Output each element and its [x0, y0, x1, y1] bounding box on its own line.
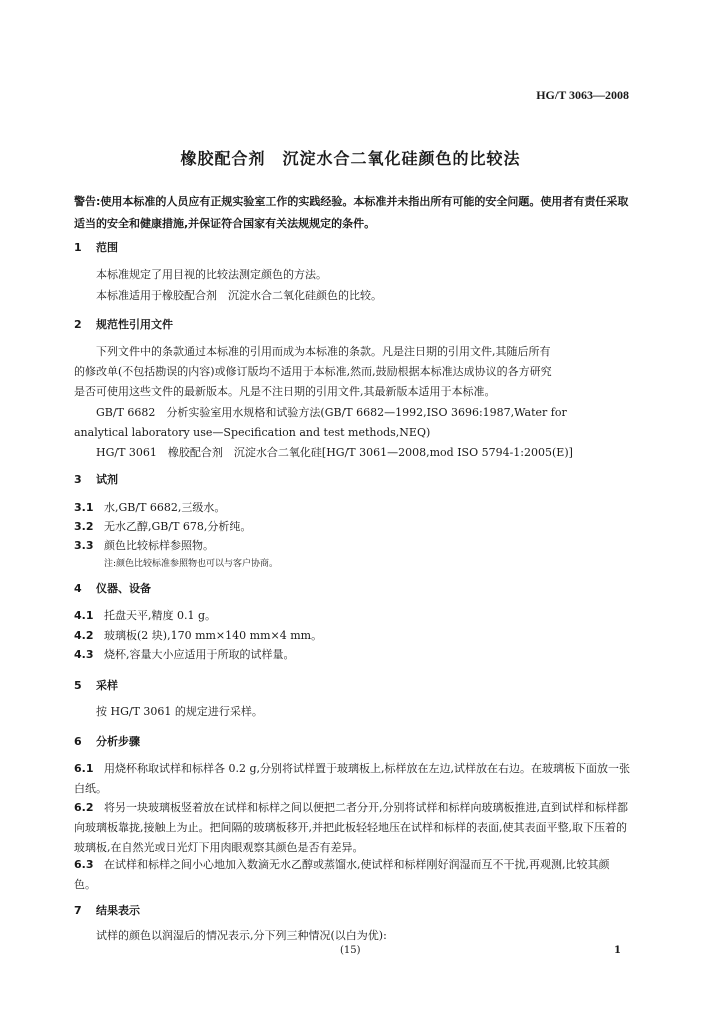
section-1-heading — [74, 239, 118, 255]
section-1-para-2: 本标准适用于橡胶配合剂 沉淀水合二氧化硅颜色的比较。 — [96, 289, 382, 302]
item-number: 4.1 — [74, 609, 94, 622]
item-number: 6.3 — [74, 858, 94, 871]
section-number: 4 — [74, 582, 82, 595]
item-text: 将另一块玻璃板竖着放在试样和标样之间以便把二者分开,分别将试样和标样向玻璃板推进,直到试样和标样都向玻璃板靠拢,接触上为止。把间隔的玻璃板移开,并把此板轻轻地压在试样和标样的表面,使其表面平整,取下压着的玻璃板,在自然光或日光灯下用肉眼观察其颜色是否有差异。 — [74, 801, 628, 854]
section-5-heading — [74, 677, 118, 693]
item-text: 颜色比较标样参照物。 — [104, 539, 214, 552]
section-number: 7 — [74, 904, 82, 917]
item-text: 水,GB/T 6682,三级水。 — [104, 501, 226, 514]
item-text: 玻璃板(2 块),170 mm×140 mm×4 mm。 — [104, 629, 323, 642]
section-title: 采样 — [96, 679, 118, 692]
section-number: 3 — [74, 473, 82, 486]
section-number: 6 — [74, 735, 82, 748]
section-4-heading — [74, 580, 151, 596]
standard-code: HG/T 3063—2008 — [536, 88, 629, 102]
item-number: 6.2 — [74, 801, 94, 814]
section-number: 5 — [74, 679, 82, 692]
list-item — [74, 499, 225, 515]
section-5-para: 按 HG/T 3061 的规定进行采样。 — [96, 705, 263, 718]
item-text: 在试样和标样之间小心地加入数滴无水乙醇或蒸馏水,使试样和标样刚好润湿而互不干扰,再观测,比较其颜色。 — [74, 858, 610, 891]
item-number: 6.1 — [74, 762, 94, 775]
item-number: 3.2 — [74, 520, 94, 533]
section-title: 仪器、设备 — [96, 582, 151, 595]
list-item — [74, 627, 322, 643]
reference-hgt3061: HG/T 3061 橡胶配合剂 沉淀水合二氧化硅[HG/T 3061—2008,mod ISO 5794-1:2005(E)] — [96, 446, 573, 459]
section-7-heading — [74, 902, 140, 918]
page-title: 橡胶配合剂 沉淀水合二氧化硅颜色的比较法 — [180, 149, 521, 168]
item-number: 4.2 — [74, 629, 94, 642]
item-number: 4.3 — [74, 648, 94, 661]
page-label: (15) — [340, 945, 361, 956]
section-1-para-1: 本标准规定了用目视的比较法测定颜色的方法。 — [96, 268, 327, 281]
item-number: 3.3 — [74, 539, 94, 552]
section-title: 试剂 — [96, 473, 118, 486]
section-7-para: 试样的颜色以润湿后的情况表示,分下列三种情况(以白为优): — [96, 929, 387, 942]
list-item — [74, 518, 251, 534]
section-2-para-line-3: 是否可使用这些文件的最新版本。凡是不注日期的引用文件,其最新版本适用于本标准。 — [74, 385, 496, 398]
list-item — [74, 537, 214, 553]
reference-gbt6682-line-1: GB/T 6682 分析实验室用水规格和试验方法(GB/T 6682—1992,ISO 3696:1987,Water for — [96, 406, 567, 419]
section-2-para-line-2: 的修改单(不包括勘误的内容)或修订版均不适用于本标准,然而,鼓励根据本标准达成协议的各方研究 — [74, 365, 552, 378]
reference-gbt6682-line-2: analytical laboratory use—Specification and test methods,NEQ) — [74, 426, 431, 439]
section-title: 结果表示 — [96, 904, 140, 917]
section-3-heading — [74, 471, 118, 487]
list-item — [74, 855, 630, 895]
section-title: 规范性引用文件 — [96, 318, 173, 331]
section-2-para-line-1: 下列文件中的条款通过本标准的引用而成为本标准的条款。凡是注日期的引用文件,其随后所有 — [96, 345, 551, 358]
section-title: 分析步骤 — [96, 735, 140, 748]
section-number: 1 — [74, 241, 82, 254]
note: 注:颜色比较标准参照物也可以与客户协商。 — [104, 559, 279, 569]
item-text: 烧杯,容量大小应适用于所取的试样量。 — [104, 648, 295, 661]
item-number: 3.1 — [74, 501, 94, 514]
page-number: 1 — [614, 945, 621, 956]
section-6-heading — [74, 733, 140, 749]
warning-paragraph: 警告:使用本标准的人员应有正规实验室工作的实践经验。本标准并未指出所有可能的安全问题。使用者有责任采取适当的安全和健康措施,并保证符合国家有关法规规定的条件。 — [74, 195, 629, 230]
item-text: 无水乙醇,GB/T 678,分析纯。 — [104, 520, 252, 533]
list-item — [74, 798, 630, 858]
section-2-heading — [74, 316, 173, 332]
section-number: 2 — [74, 318, 82, 331]
list-item — [74, 646, 295, 662]
list-item — [74, 759, 630, 799]
section-title: 范围 — [96, 241, 118, 254]
item-text: 用烧杯称取试样和标样各 0.2 g,分别将试样置于玻璃板上,标样放在左边,试样放在右边。在玻璃板下面放一张白纸。 — [74, 762, 631, 795]
list-item — [74, 607, 216, 623]
item-text: 托盘天平,精度 0.1 g。 — [104, 609, 217, 622]
